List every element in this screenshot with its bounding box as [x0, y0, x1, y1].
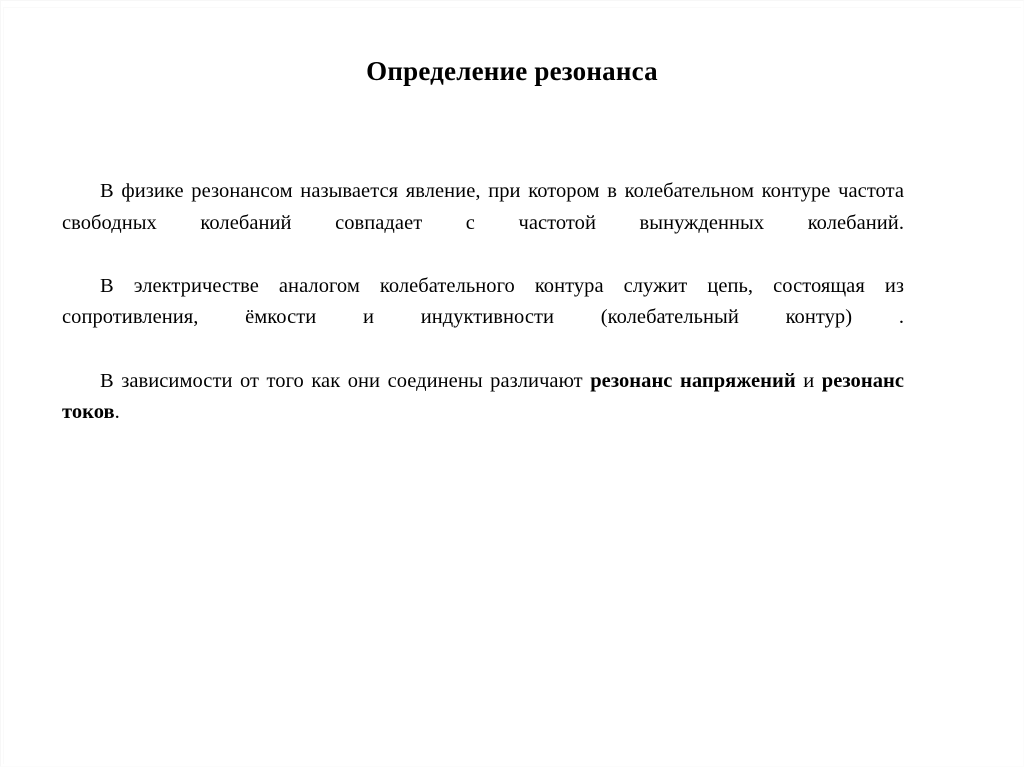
paragraph-circuit — [62, 271, 904, 366]
emphasised-term: резонанс токов — [62, 369, 905, 424]
text-run: В электричестве аналогом колебательного контура служит цепь, состоящая из сопротивления, ёмкости и индуктивности (колебательный контур) . — [62, 274, 904, 329]
text-run: В физике резонансом называется явление, при котором в колебательном контуре частота свободных колебаний совпадает с частотой вынужденных колебаний. — [62, 180, 904, 234]
emphasised-term: резонанс напряжений — [590, 369, 796, 392]
page-title: Определение резонанса — [366, 56, 658, 87]
text-run: и — [795, 369, 822, 392]
slide-body — [62, 176, 904, 460]
paragraph-definition — [62, 176, 904, 271]
text-run: В зависимости от того как они соединены различают — [100, 369, 591, 392]
text-run: . — [114, 401, 120, 424]
paragraph-types — [62, 366, 904, 461]
